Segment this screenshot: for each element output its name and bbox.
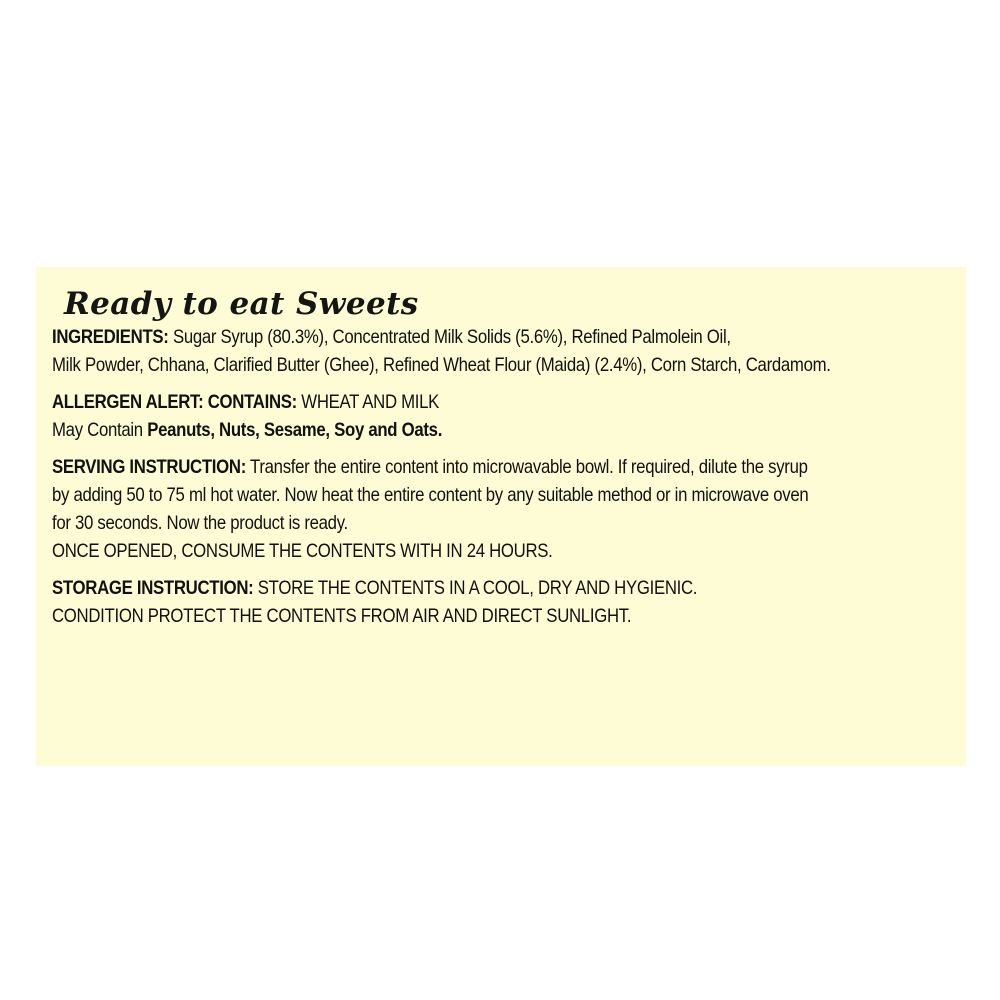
serving-line-2: by adding 50 to 75 ml hot water. Now heat the entire content by any suitable method or in microwave oven (52, 484, 809, 506)
serving-line-3: for 30 seconds. Now the product is ready. (52, 512, 348, 534)
serving-line-4: ONCE OPENED, CONSUME THE CONTENTS WITH IN 24 HOURS. (52, 540, 553, 562)
allergen-section (52, 388, 966, 444)
allergen-heading: ALLERGEN ALERT: CONTAINS: (52, 391, 297, 413)
label-title: Ready to eat Sweets (64, 286, 419, 322)
storage-section (52, 574, 966, 630)
serving-heading: SERVING INSTRUCTION: (52, 456, 246, 478)
may-contain-items: Peanuts, Nuts, Sesame, Soy and Oats. (147, 419, 443, 441)
ingredients-line-2: Milk Powder, Chhana, Clarified Butter (Ghee), Refined Wheat Flour (Maida) (2.4%), Corn Starch, Cardamom. (52, 354, 831, 376)
storage-line-2: CONDITION PROTECT THE CONTENTS FROM AIR AND DIRECT SUNLIGHT. (52, 605, 632, 627)
ingredients-section (52, 323, 966, 379)
storage-heading: STORAGE INSTRUCTION: (52, 577, 254, 599)
storage-line-1 (52, 574, 838, 602)
serving-text-1: Transfer the entire content into microwavable bowl. If required, dilute the syrup (245, 456, 808, 478)
serving-line-1 (52, 453, 838, 481)
storage-text-1: STORE THE CONTENTS IN A COOL, DRY AND HYGIENIC. (253, 577, 698, 599)
allergen-line-1 (52, 388, 838, 416)
ingredients-line-1 (52, 323, 838, 351)
product-info-label (36, 267, 966, 766)
allergen-line-2 (52, 416, 838, 444)
allergen-contains-text: WHEAT AND MILK (296, 391, 440, 413)
may-contain-prefix: May Contain (52, 419, 148, 441)
ingredients-text-1: Sugar Syrup (80.3%), Concentrated Milk Solids (5.6%), Refined Palmolein Oil, (168, 326, 731, 348)
serving-section (52, 453, 966, 565)
ingredients-heading: INGREDIENTS: (52, 326, 169, 348)
